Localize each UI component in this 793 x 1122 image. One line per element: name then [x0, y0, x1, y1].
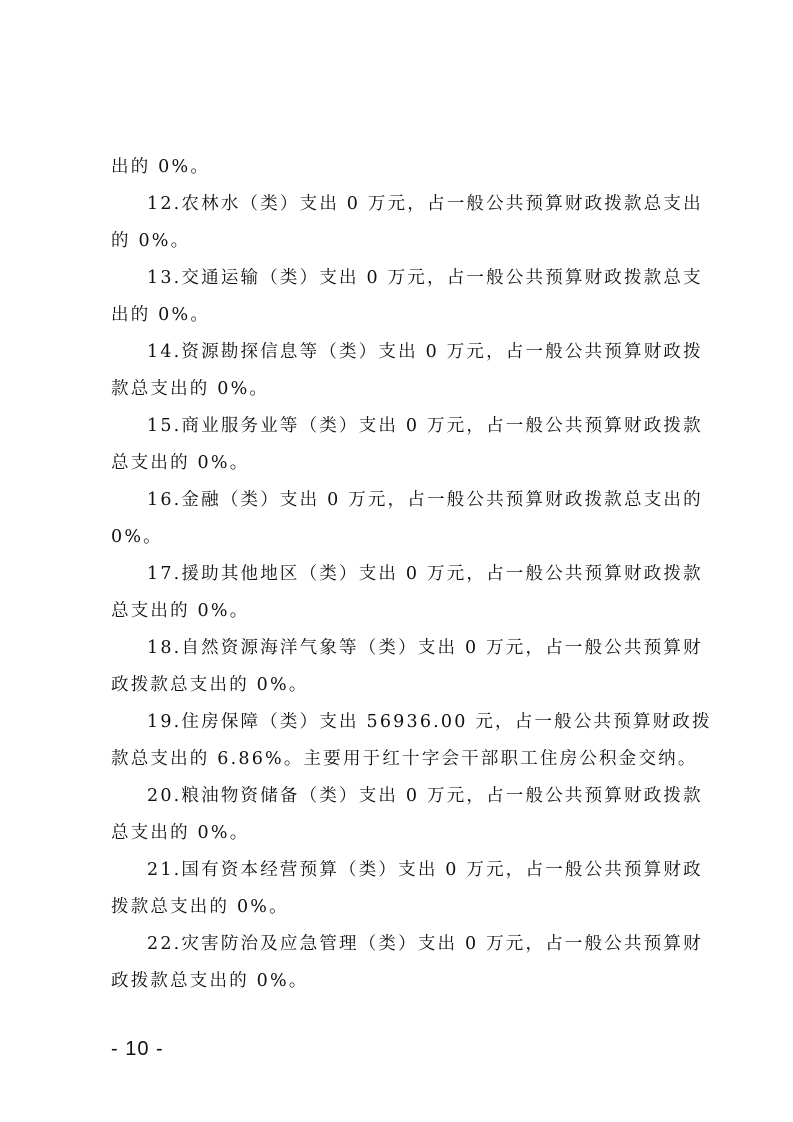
paragraph-21-line-1: 21.国有资本经营预算（类）支出 0 万元，占一般公共预算财政	[147, 860, 703, 880]
paragraph-15-line-2: 总支出的 0%。	[111, 453, 250, 473]
paragraph-18-line-1: 18.自然资源海洋气象等（类）支出 0 万元，占一般公共预算财	[147, 638, 703, 658]
paragraph-19-line-2: 款总支出的 6.86%。主要用于红十字会干部职工住房公积金交纳。	[111, 749, 698, 769]
paragraph-12-line-1: 12.农林水（类）支出 0 万元，占一般公共预算财政拨款总支出	[147, 194, 703, 214]
paragraph-21-line-2: 拨款总支出的 0%。	[111, 897, 289, 917]
paragraph-22-line-2: 政拨款总支出的 0%。	[111, 971, 309, 991]
paragraph-12-line-2: 的 0%。	[111, 231, 191, 251]
paragraph-14-line-1: 14.资源勘探信息等（类）支出 0 万元，占一般公共预算财政拨	[147, 342, 703, 362]
paragraph-13-line-1: 13.交通运输（类）支出 0 万元，占一般公共预算财政拨款总支	[147, 268, 703, 288]
paragraph-15-line-1: 15.商业服务业等（类）支出 0 万元，占一般公共预算财政拨款	[147, 416, 703, 436]
paragraph-14-line-2: 款总支出的 0%。	[111, 379, 270, 399]
paragraph-16-line-2: 0%。	[111, 527, 163, 547]
paragraph-19-line-1: 19.住房保障（类）支出 56936.00 元，占一般公共预算财政拨	[147, 712, 712, 732]
page-number: - 10 -	[111, 1038, 164, 1060]
paragraph-22-line-1: 22.灾害防治及应急管理（类）支出 0 万元，占一般公共预算财	[147, 934, 703, 954]
paragraph-20-line-2: 总支出的 0%。	[111, 823, 250, 843]
text-line: 出的 0%。	[111, 157, 211, 177]
paragraph-17-line-1: 17.援助其他地区（类）支出 0 万元，占一般公共预算财政拨款	[147, 564, 703, 584]
paragraph-18-line-2: 政拨款总支出的 0%。	[111, 675, 309, 695]
body-text	[111, 149, 712, 1000]
paragraph-17-line-2: 总支出的 0%。	[111, 601, 250, 621]
paragraph-16-line-1: 16.金融（类）支出 0 万元，占一般公共预算财政拨款总支出的	[147, 490, 703, 510]
paragraph-20-line-1: 20.粮油物资储备（类）支出 0 万元，占一般公共预算财政拨款	[147, 786, 703, 806]
paragraph-13-line-2: 出的 0%。	[111, 305, 211, 325]
